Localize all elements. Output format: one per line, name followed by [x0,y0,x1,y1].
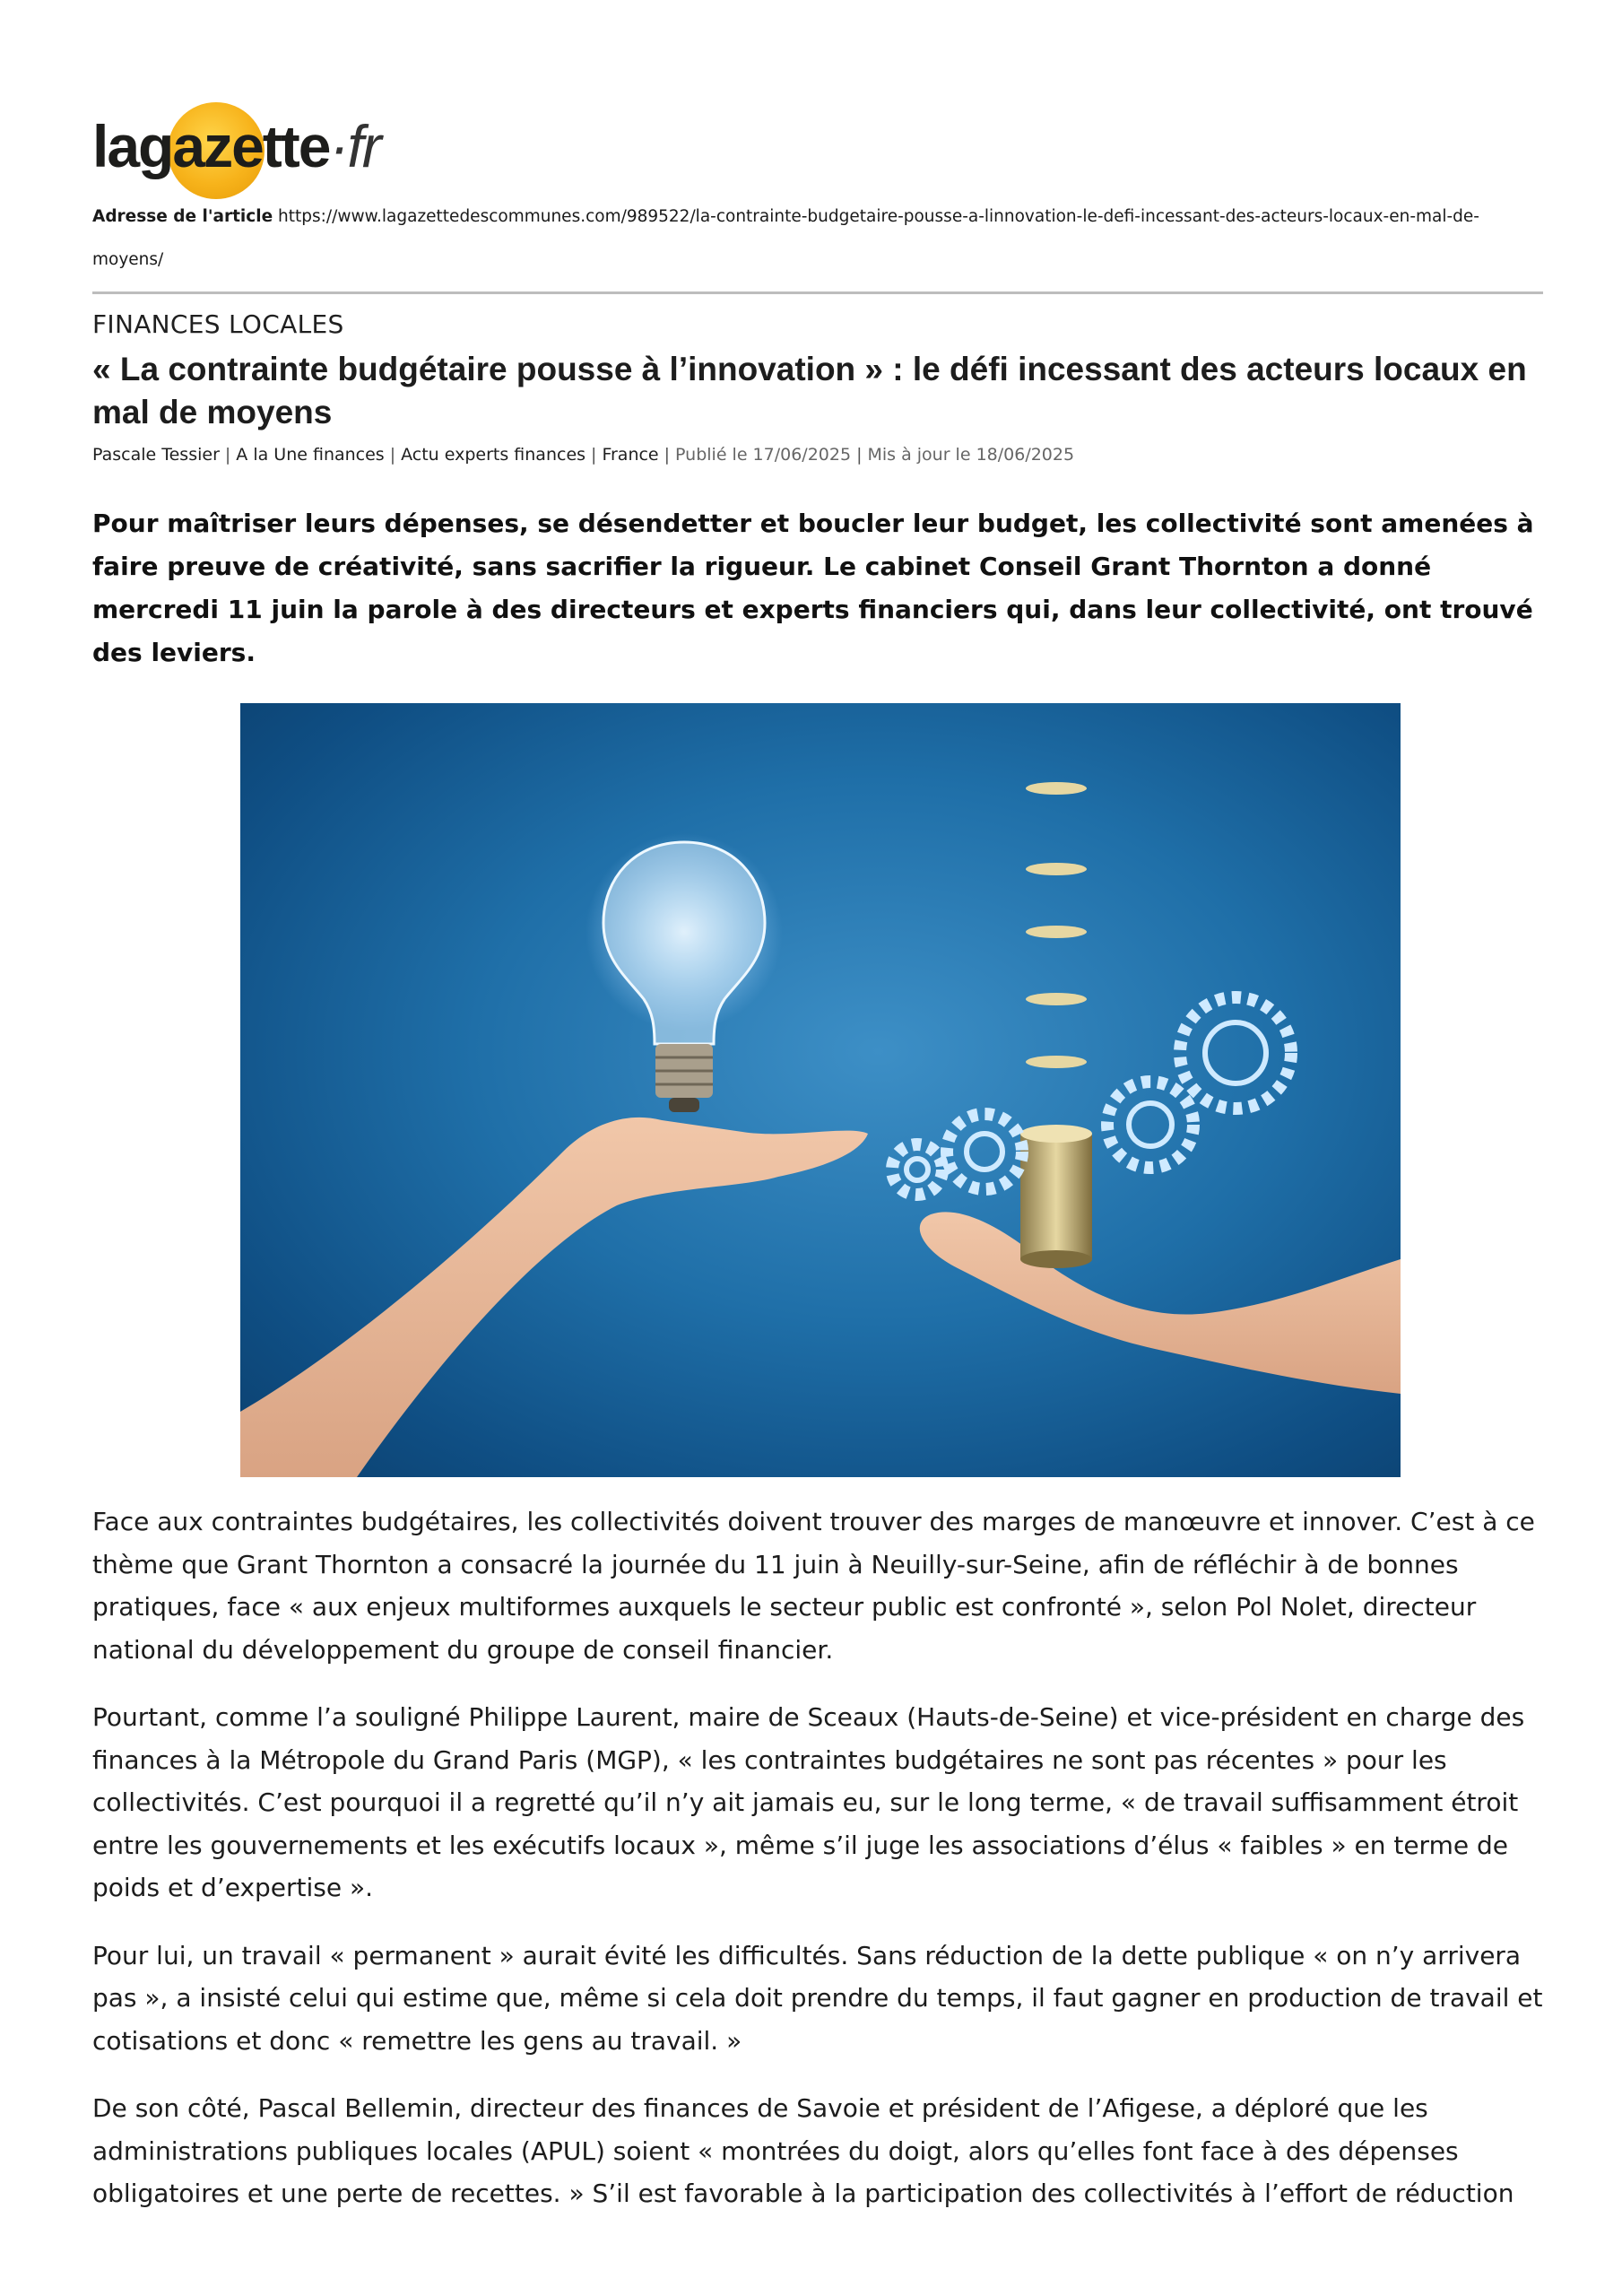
article-title: « La contrainte budgétaire pousse à l’innovation » : le défi incessant des acteurs locaux en mal de moyens [92,351,1527,430]
logo-prefix: la [92,113,139,179]
published-date: Publié le 17/06/2025 [675,445,852,465]
article-address [92,196,1543,282]
tag-a-la-une[interactable]: A la Une finances [236,445,385,465]
logo-text [92,97,380,196]
hands-bulb-coins-gears-illustration [240,703,1401,1477]
address-label: Adresse de l'article [92,207,273,226]
article-category[interactable]: FINANCES LOCALES [92,309,344,339]
article-body [92,1500,1543,2240]
divider [92,291,1543,294]
article-byline: Pascale Tessier | A la Une finances | Actu experts finances | France | Publié le 17/06/2025 | Mis à jour le 18/06/2025 [92,445,1075,465]
lightbulb-icon [585,833,783,1112]
paragraph: De son côté, Pascal Bellemin, directeur des finances de Savoie et président de l’Afigese, a déploré que les administrations publiques locales (APUL) soient « montrées du doigt, alors qu’elles font face à des dépenses obligatoires et une perte de recettes. » S’il est favorable à la participation des collectivités à l’effort de réduction [92,2093,1514,2208]
paragraph: Pour lui, un travail « permanent » aurait évité les difficultés. Sans réduction de la dette publique « on n’y arrivera pas », a insisté celui qui estime que, même si cela doit prendre du temps, il faut gagner en production de travail et cotisations et donc « remettre les gens au travail. » [92,1940,1543,2056]
tag-actu-experts[interactable]: Actu experts finances [401,445,586,465]
left-hand [240,1118,868,1477]
author[interactable]: Pascale Tessier [92,445,220,465]
article-illustration [240,703,1401,1477]
logo-main: gazette [138,113,330,179]
floating-coins [1026,782,1087,1068]
right-hand [920,1212,1401,1394]
tag-france[interactable]: France [602,445,659,465]
article-lead: Pour maîtriser leurs dépenses, se désendetter et boucler leur budget, les collectivité sont amenées à faire preuve de créativité, sans sacrifier la rigueur. Le cabinet Conseil Grant Thornton a donné mercredi 11 juin la parole à des directeurs et experts financiers qui, dans leur collectivité, ont trouvé des leviers. [92,509,1534,667]
site-logo[interactable] [92,97,469,196]
paragraph: Face aux contraintes budgétaires, les collectivités doivent trouver des marges de manœuvre et innover. C’est à ce thème que Grant Thornton a consacré la journée du 11 juin à Neuilly-sur-Seine, afin de réfléchir à de bonnes pratiques, face « aux enjeux multiformes auxquels le secteur public est confronté », selon Pol Nolet, directeur national du développement du groupe de conseil financier. [92,1507,1535,1665]
updated-date: Mis à jour le 18/06/2025 [867,445,1075,465]
paragraph: Pourtant, comme l’a souligné Philippe Laurent, maire de Sceaux (Hauts-de-Seine) et vice-président en charge des finances à la Métropole du Grand Paris (MGP), « les contraintes budgétaires ne sont pas récentes » pour les collectivités. C’est pourquoi il a regretté qu’il n’y ait jamais eu, sur le long terme, « de travail suffisamment étroit entre les gouvernements et les exécutifs locaux », même s’il juge les associations d’élus « faibles » en terme de poids et d’expertise ». [92,1702,1525,1902]
logo-suffix: ·fr [329,113,380,179]
coin-stack-icon [1020,1125,1092,1268]
address-url[interactable]: https://www.lagazettedescommunes.com/989522/la-contrainte-budgetaire-pousse-a-linnovation-le-defi-incessant-des-acteurs-locaux-en-mal-de-moyens/ [92,207,1479,269]
